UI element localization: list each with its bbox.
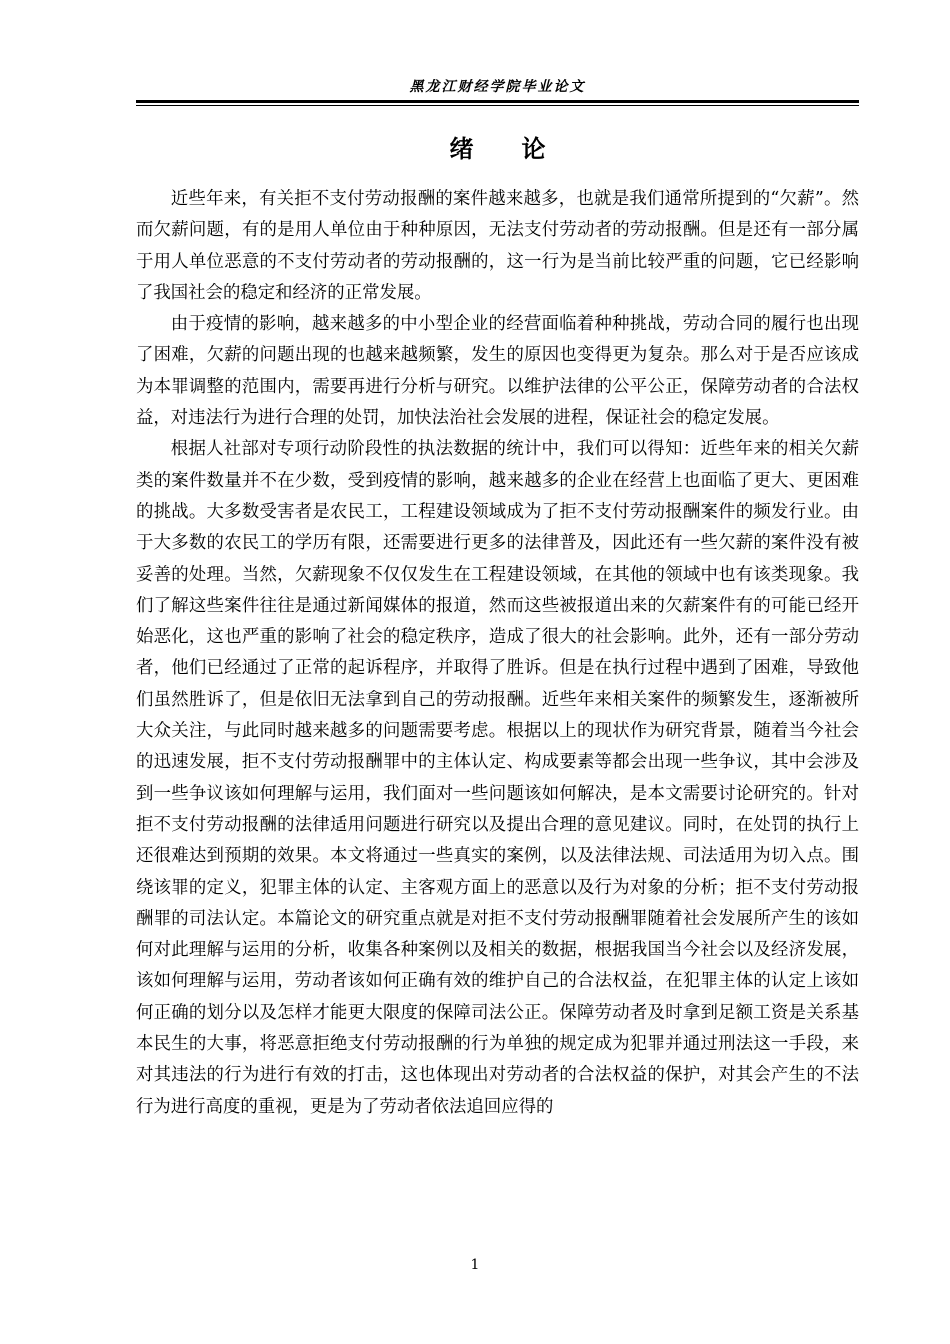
chapter-title: [136, 132, 859, 166]
paragraph-1: 近些年来，有关拒不支付劳动报酬的案件越来越多，也就是我们通常所提到的“欠薪”。然而欠薪问题，有的是用人单位由于种种原因，无法支付劳动者的劳动报酬。但是还有一部分属于用人单位恶意的不支付劳动者的劳动报酬的，这一行为是当前比较严重的问题，它已经影响了我国社会的稳定和经济的正常发展。: [136, 189, 859, 303]
paragraph-3: 根据人社部对专项行动阶段性的执法数据的统计中，我们可以得知：近些年来的相关欠薪类的案件数量并不在少数，受到疫情的影响，越来越多的企业在经营上也面临了更大、更困难的挑战。大多数受害者是农民工，工程建设领域成为了拒不支付劳动报酬案件的频发行业。由于大多数的农民工的学历有限，还需要进行更多的法律普及，因此还有一些欠薪的案件没有被妥善的处理。当然，欠薪现象不仅仅发生在工程建设领域，在其他的领域中也有该类现象。我们了解这些案件往往是通过新闻媒体的报道，然而这些被报道出来的欠薪案件有的可能已经开始恶化，这也严重的影响了社会的稳定秩序，造成了很大的社会影响。此外，还有一部分劳动者，他们已经通过了正常的起诉程序，并取得了胜诉。但是在执行过程中遇到了困难，导致他们虽然胜诉了，但是依旧无法拿到自己的劳动报酬。近些年来相关案件的频繁发生，逐渐被所大众关注，与此同时越来越多的问题需要考虑。根据以上的现状作为研究背景，随着当今社会的迅速发展，拒不支付劳动报酬罪中的主体认定、构成要素等都会出现一些争议，其中会涉及到一些争议该如何理解与运用，我们面对一些问题该如何解决，是本文需要讨论研究的。针对拒不支付劳动报酬的法律适用问题进行研究以及提出合理的意见建议。同时，在处罚的执行上还很难达到预期的效果。本文将通过一些真实的案例，以及法律法规、司法适用为切入点。围绕该罪的定义，犯罪主体的认定、主客观方面上的恶意以及行为对象的分析；拒不支付劳动报酬罪的司法认定。本篇论文的研究重点就是对拒不支付劳动报酬罪随着社会发展所产生的该如何对此理解与运用的分析，收集各种案例以及相关的数据，根据我国当今社会以及经济发展，该如何理解与运用，劳动者该如何正确有效的维护自己的合法权益，在犯罪主体的认定上该如何正确的划分以及怎样才能更大限度的保障司法公正。保障劳动者及时拿到足额工资是关系基本民生的大事，将恶意拒绝支付劳动报酬的行为单独的规定成为犯罪并通过刑法这一手段，来对其违法的行为进行有效的打击，这也体现出对劳动者的合法权益的保护，对其会产生的不法行为进行高度的重视，更是为了劳动者依法追回应得的: [136, 439, 859, 1117]
chapter-title-part-1: 绪: [449, 134, 474, 163]
header-rule-thick: [136, 100, 859, 103]
paragraph-2: 由于疫情的影响，越来越多的中小型企业的经营面临着种种挑战，劳动合同的履行也出现了困难，欠薪的问题出现的也越来越频繁，发生的原因也变得更为复杂。那么对于是否应该成为本罪调整的范围内，需要再进行分析与研究。以维护法律的公平公正，保障劳动者的合法权益，对违法行为进行合理的处罚，加快法治社会发展的进程，保证社会的稳定发展。: [136, 314, 859, 429]
body-text: [136, 184, 859, 1123]
running-header: 黑龙江财经学院毕业论文: [409, 79, 586, 95]
header-rule-thin: [136, 105, 859, 106]
page-number: 1: [470, 1257, 480, 1273]
chapter-title-part-2: 论: [521, 134, 546, 163]
